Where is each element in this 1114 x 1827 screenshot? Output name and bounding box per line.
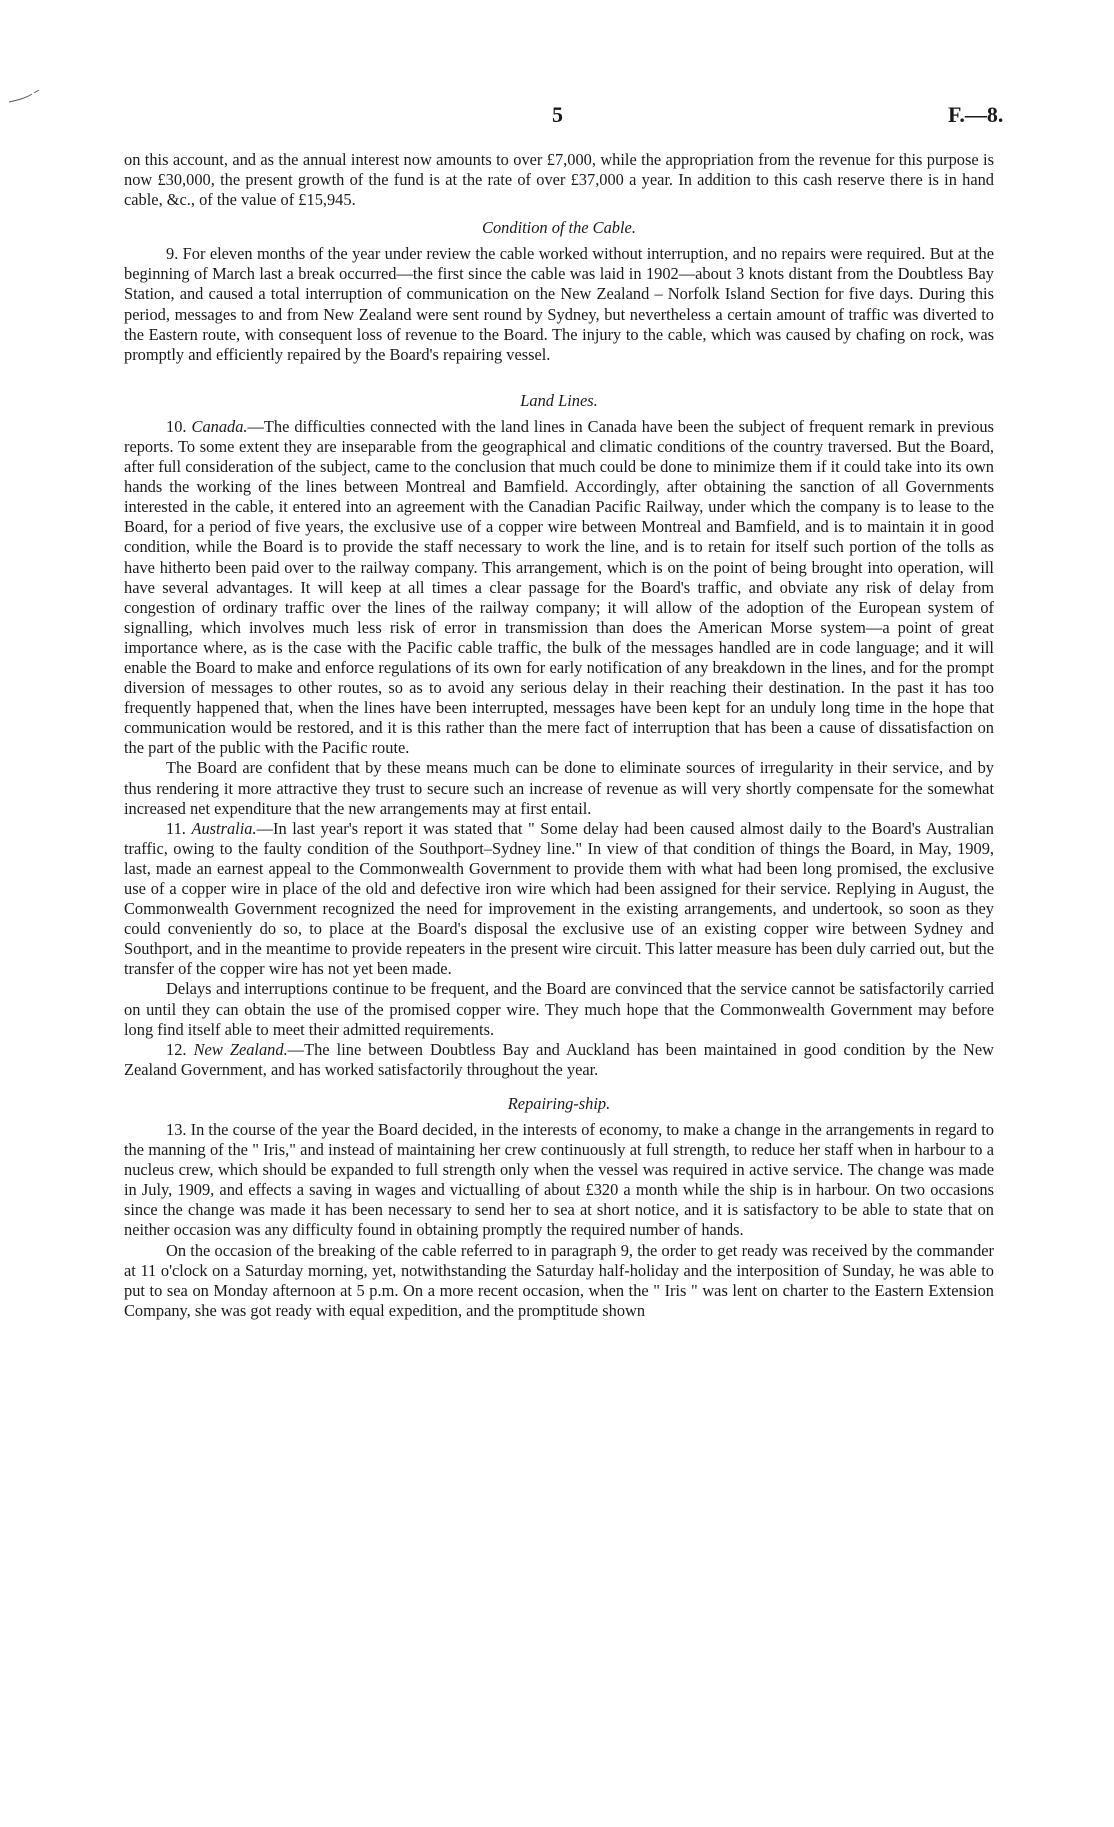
paragraph-11-body: —In last year's report it was stated that " Some delay had been caused almost daily to the Board's Australian traffic, owing to the faulty condition of the Southport–Sydney line." In view of that condition of things the Board, in May, 1909, last, made an earnest appeal to the Commonwealth Government to provide them with what had been long promised, the exclusive use of a copper wire in place of the old and defective iron wire which had been assigned for their service. Replying in August, the Commonwealth Government recognized the need for improvement in the existing arrangements, and undertook, so soon as they could conveniently do so, to place at the Board's disposal the exclusive use of an existing copper wire between Sydney and Southport, and in the meantime to provide repeaters in the present wire circuit. This latter measure has been duly carried out, but the transfer of the copper wire has not yet been made. xyxy=(124,818,994,979)
paragraph-11-continued: Delays and interruptions continue to be frequent, and the Board are convinced that the service cannot be satisfactorily carried on until they can obtain the use of the promised copper wire. They much hope that the Commonwealth Government may before long find itself able to meet their admitted requirements. xyxy=(124,979,994,1039)
paragraph-10-continued: The Board are confident that by these means much can be done to eliminate sources of irregularity in their service, and by thus rendering it more attractive they trust to secure such an increase of revenue as will very shortly compensate for the somewhat increased net expenditure that the new arrangements may at first entail. xyxy=(124,758,994,818)
paragraph-11 xyxy=(124,819,994,980)
paragraph-9: 9. For eleven months of the year under review the cable worked without interruption, and no repairs were required. But at the beginning of March last a break occurred—the first since the cable was laid in 1902—about 3 knots distant from the Doubtless Bay Station, and caused a total interruption of communication on the New Zealand – Norfolk Island Section for five days. During this period, messages to and from New Zealand were sent round by Sydney, but nevertheless a certain amount of traffic was diverted to the Eastern route, with consequent loss of revenue to the Board. The injury to the cable, which was caused by chafing on rock, was promptly and efficiently repaired by the Board's repairing vessel. xyxy=(124,244,994,364)
paragraph-10-number: 10. xyxy=(166,416,187,436)
paragraph-11-number: 11. xyxy=(166,818,186,838)
paragraph-13: 13. In the course of the year the Board decided, in the interests of economy, to make a change in the arrangements in regard to the manning of the " Iris," and instead of maintaining her crew continuously at full strength, to reduce her staff when in harbour to a nucleus crew, which should be expanded to full strength only when the vessel was required in active service. The change was made in July, 1909, and effects a saving in wages and victualling of about £320 a month while the ship is in harbour. On two occasions since the change was made it has been necessary to send her to sea at short notice, and it is satisfactory to be able to state that on neither occasion was any difficulty found in obtaining promptly the required number of hands. xyxy=(124,1119,994,1240)
document-reference: F.—8. xyxy=(948,102,1004,127)
section-heading-condition-of-cable: Condition of the Cable. xyxy=(482,218,636,238)
paragraph-continuation: on this account, and as the annual interest now amounts to over £7,000, while the appropriation from the revenue for this purpose is now £30,000, the present growth of the fund is at the rate of over £37,000 a year. In addition to this cash reserve there is in hand cable, &c., of the value of £15,945. xyxy=(124,150,994,210)
body-text xyxy=(124,150,994,1321)
paragraph-10-body: —The difficulties connected with the land lines in Canada have been the subject of frequent remark in previous reports. To some extent they are inseparable from the geographical and climatic conditions of the country traversed. But the Board, after full consideration of the subject, came to the conclusion that much could be done to minimize them if it could take into its own hands the working of the lines between Montreal and Bamfield. Accordingly, after obtaining the sanction of all Governments interested in the cable, it entered into an agreement with the Canadian Pacific Railway, under which the company is to lease to the Board, for a period of five years, the exclusive use of a copper wire between Montreal and Bamfield, and is to maintain it in good condition, while the Board is to provide the staff necessary to work the line, and is to retain for itself such portion of the tolls as have hitherto been paid over to the railway company. This arrangement, which is on the point of being brought into operation, will have several advantages. It will keep at all times a clear passage for the Board's traffic, and obviate any risk of delay from congestion of ordinary traffic over the lines of the railway company; it will allow of the adoption of the European system of signalling, which involves much less risk of error in transmission than does the American Morse system—a point of great importance where, as is the case with the Pacific cable traffic, the bulk of the messages handled are in code language; and it will enable the Board to make and enforce regulations of its own for early notification of any breakdown in the lines, and for the prompt diversion of messages to other routes, so as to avoid any serious delay in their reaching their destination. In the past it has too frequently happened that, when the lines have been interrupted, messages have been kept for an unduly long time in the hope that communication would be restored, and it is this rather than the mere fact of interruption that has been a cause of dissatisfaction on the part of the public with the Pacific route. xyxy=(124,416,994,758)
page-header xyxy=(0,102,1114,132)
paragraph-13-continued: On the occasion of the breaking of the cable referred to in paragraph 9, the order to get ready was received by the commander at 11 o'clock on a Saturday morning, yet, notwithstanding the Saturday half-holiday and the interposition of Sunday, he was able to put to sea on Monday afternoon at 5 p.m. On a more recent occasion, when the " Iris " was lent on charter to the Eastern Extension Company, she was got ready with equal expedition, and the promptitude shown xyxy=(124,1240,994,1320)
paragraph-10-subheading: Canada. xyxy=(191,416,248,436)
section-heading-repairing-ship: Repairing-ship. xyxy=(507,1093,611,1113)
paragraph-12-number: 12. xyxy=(166,1039,187,1059)
section-heading-land-lines: Land Lines. xyxy=(520,390,598,410)
paragraph-12 xyxy=(124,1040,994,1080)
paragraph-11-subheading: Australia. xyxy=(191,818,257,838)
page-number: 5 xyxy=(552,102,563,127)
paragraph-12-subheading: New Zealand. xyxy=(193,1039,288,1059)
paragraph-12-body: —The line between Doubtless Bay and Auckland has been maintained in good condition by the New Zealand Government, and has worked satisfactorily throughout the year. xyxy=(124,1039,995,1079)
paragraph-10 xyxy=(124,417,994,759)
